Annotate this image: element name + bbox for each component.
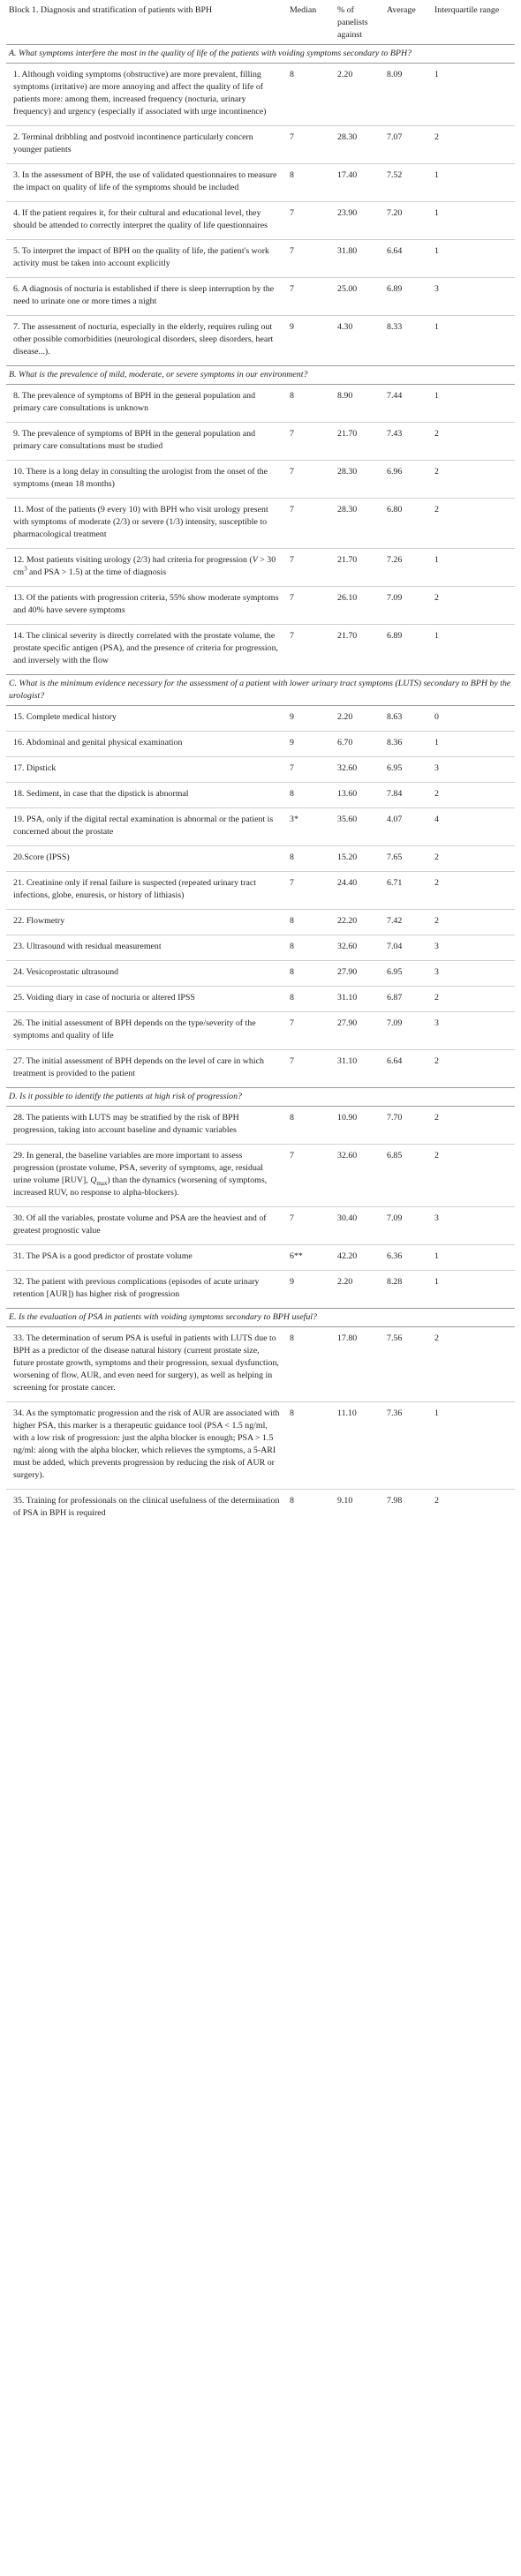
table-row (6, 935, 515, 961)
table-row (6, 1207, 515, 1245)
average-cell: 7.98 (384, 1490, 432, 1528)
statement-cell: 4. If the patient requires it, for their cultural and educational level, they should be attended to correctly interpret the quality of life questionnaires (6, 202, 287, 240)
statement-cell: 33. The determination of serum PSA is useful in patients with LUTS due to BPH as a predictor of the disease natural history (current prostate size, future prostate growth, symptoms and their progression, sexual dysfunction, worsening of flow, AUR, and even need for surgery), as well as helping in screening for prostate cancer. (13, 1333, 279, 1393)
percent-against-cell: 2.20 (335, 1271, 384, 1309)
median-cell: 7 (287, 240, 335, 278)
average-cell: 6.36 (384, 1245, 432, 1271)
table-row (6, 1490, 515, 1528)
math-subscript: max (96, 1179, 108, 1187)
median-cell: 8 (290, 1113, 294, 1123)
percent-against-cell: 21.70 (335, 423, 384, 461)
interquartile-range-cell: 1 (432, 1271, 515, 1309)
interquartile-range-cell: 2 (432, 461, 515, 499)
median-cell: 7 (287, 549, 335, 587)
section-question: C. What is the minimum evidence necessary for the assessment of a patient with lower urinary tract symptoms (LUTS) secondary to BPH by the urologist? (6, 675, 515, 706)
median-cell: 7 (287, 278, 335, 316)
statement-cell: 11. Most of the patients (9 every 10) with BPH who visit urology present with symptoms of moderate (2/3) or severe (1/3) intensity, susceptible to pharmacological treatment (6, 499, 287, 549)
average-cell: 6.64 (384, 1050, 432, 1088)
table-body (6, 45, 515, 1528)
table-row (6, 961, 515, 987)
statement-cell: 22. Flowmetry (6, 910, 287, 935)
average-cell: 6.87 (384, 987, 432, 1012)
interquartile-range-cell: 1 (432, 164, 515, 202)
table-row (6, 1050, 515, 1088)
interquartile-range-cell: 2 (432, 1145, 515, 1207)
statement-text-tail: ) at the time of diagnosis (79, 567, 167, 577)
percent-against-cell: 32.60 (335, 1145, 384, 1207)
statement-cell: 16. Abdominal and genital physical examination (6, 732, 287, 757)
percent-against-cell: 31.80 (335, 240, 384, 278)
percent-against-cell: 27.90 (335, 1012, 384, 1050)
statement-cell: 3. In the assessment of BPH, the use of validated questionnaires to measure the impact on quality of life of the symptoms should be included (6, 164, 287, 202)
percent-against-cell: 28.30 (335, 461, 384, 499)
statement-cell: 8. The prevalence of symptoms of BPH in the general population and primary care consultations is unknown (13, 391, 256, 413)
statement-cell: 32. The patient with previous complications (episodes of acute urinary retention [AUR]) has higher risk of progression (6, 1271, 287, 1309)
math-variable: Q (90, 1175, 97, 1185)
table-row (6, 1107, 515, 1145)
statement-cell: 27. The initial assessment of BPH depends on the level of care in which treatment is provided to the patient (6, 1050, 287, 1088)
median-cell: 8 (287, 164, 335, 202)
median-cell: 7 (287, 872, 335, 910)
median-cell: 3* (287, 808, 335, 846)
statement-cell (6, 549, 287, 587)
average-cell: 7.09 (384, 1012, 432, 1050)
table-row (6, 278, 515, 316)
median-cell: 9 (287, 1271, 335, 1309)
statement-cell: 26. The initial assessment of BPH depends on the type/severity of the symptoms and quality of life (6, 1012, 287, 1050)
interquartile-range-cell: 1 (432, 240, 515, 278)
table-row (6, 625, 515, 675)
block-title: Block 1. Diagnosis and stratification of patients with BPH (6, 3, 287, 45)
table-row (6, 872, 515, 910)
percent-against-cell: 42.20 (335, 1245, 384, 1271)
section-heading-row (6, 675, 515, 706)
median-cell: 7 (287, 1145, 335, 1207)
average-cell: 7.09 (384, 587, 432, 625)
average-cell: 6.80 (384, 499, 432, 549)
interquartile-range-cell: 3 (432, 935, 515, 961)
median-cell: 7 (287, 1012, 335, 1050)
interquartile-range-cell: 4 (432, 808, 515, 846)
interquartile-range-cell: 2 (434, 1113, 439, 1123)
math-text: and PSA > 1.5 (26, 567, 80, 577)
percent-against-cell: 24.40 (335, 872, 384, 910)
statement-cell (6, 1145, 287, 1207)
table-row (6, 732, 515, 757)
median-cell: 8 (290, 1333, 294, 1343)
interquartile-range-cell: 3 (432, 278, 515, 316)
table-row (6, 1245, 515, 1271)
average-cell: 6.89 (384, 625, 432, 675)
section-heading-row (6, 366, 515, 385)
interquartile-range-cell: 2 (432, 872, 515, 910)
math-superscript: 3 (24, 565, 27, 573)
median-cell: 7 (287, 461, 335, 499)
statement-cell: 20.Score (IPSS) (6, 846, 287, 872)
average-cell: 7.65 (384, 846, 432, 872)
average-cell: 6.95 (384, 757, 432, 783)
percent-against-cell: 25.00 (335, 278, 384, 316)
percent-against-cell: 28.30 (335, 499, 384, 549)
statement-cell: 17. Dipstick (6, 757, 287, 783)
statement-text: 12. Most patients visiting urology (2/3) had criteria for progression ( (13, 555, 253, 565)
median-cell: 7 (287, 757, 335, 783)
average-cell: 8.36 (384, 732, 432, 757)
median-cell: 7 (287, 625, 335, 675)
consensus-table-document (6, 0, 515, 1527)
percent-against-cell: 6.70 (335, 732, 384, 757)
table-row (6, 499, 515, 549)
table-row (6, 316, 515, 366)
average-cell: 8.28 (384, 1271, 432, 1309)
interquartile-range-cell: 2 (434, 1333, 439, 1343)
percent-against-cell: 23.90 (335, 202, 384, 240)
percent-against-cell: 13.60 (335, 783, 384, 808)
statement-cell: 15. Complete medical history (13, 712, 117, 722)
median-cell: 8 (287, 1490, 335, 1528)
interquartile-range-cell: 2 (432, 1050, 515, 1088)
statement-cell: 7. The assessment of nocturia, especially in the elderly, requires ruling out other possible comorbidities (neurological disorders, sleep disorders, heart disease...). (6, 316, 287, 366)
percent-against-cell: 4.30 (335, 316, 384, 366)
statement-cell: 24. Vesicoprostatic ultrasound (6, 961, 287, 987)
statement-cell: 25. Voiding diary in case of nocturia or altered IPSS (6, 987, 287, 1012)
percent-against-cell: 17.40 (335, 164, 384, 202)
interquartile-range-cell: 2 (432, 499, 515, 549)
percent-against-column-header: % of panelists against (335, 3, 384, 45)
average-cell: 8.09 (387, 70, 403, 79)
average-cell: 7.36 (384, 1402, 432, 1490)
median-cell: 8 (287, 846, 335, 872)
percent-against-cell: 31.10 (335, 1050, 384, 1088)
median-cell: 9 (287, 732, 335, 757)
interquartile-range-cell: 0 (434, 712, 439, 722)
median-cell: 8 (287, 910, 335, 935)
percent-against-cell: 27.90 (335, 961, 384, 987)
percent-against-cell: 30.40 (335, 1207, 384, 1245)
section-question: B. What is the prevalence of mild, moderate, or severe symptoms in our environment? (6, 366, 515, 385)
average-cell: 7.56 (387, 1333, 403, 1343)
interquartile-range-cell: 1 (432, 1402, 515, 1490)
interquartile-range-cell: 3 (432, 757, 515, 783)
interquartile-range-cell: 3 (432, 1207, 515, 1245)
percent-against-cell: 2.20 (337, 712, 353, 722)
math-variable: V (252, 555, 258, 565)
statement-cell: 5. To interpret the impact of BPH on the quality of life, the patient's work activity must be taken into account explicitly (6, 240, 287, 278)
median-column-header: Median (287, 3, 335, 45)
average-cell: 6.95 (384, 961, 432, 987)
statement-cell: 34. As the symptomatic progression and the risk of AUR are associated with higher PSA, this marker is a therapeutic guidance tool (PSA < 1.5 ng/ml, with a low risk of progression: just the alpha blocker is enough; PSA > 1.5 ng/ml: along with the alpha blocker, which relieves the symptoms, a 5-ARI must be added, which prevents progression by reducing the risk of AUR or surgery). (6, 1402, 287, 1490)
average-column-header: Average (384, 3, 432, 45)
median-cell: 8 (290, 70, 294, 79)
interquartile-range-cell: 3 (432, 1012, 515, 1050)
median-cell: 8 (287, 961, 335, 987)
median-cell: 9 (287, 316, 335, 366)
percent-against-cell: 15.20 (335, 846, 384, 872)
table-row (6, 423, 515, 461)
table-row (6, 1402, 515, 1490)
percent-against-cell: 9.10 (335, 1490, 384, 1528)
average-cell: 6.85 (384, 1145, 432, 1207)
median-cell: 7 (287, 202, 335, 240)
median-cell: 8 (287, 935, 335, 961)
percent-against-cell: 17.80 (337, 1333, 358, 1343)
table-row (6, 757, 515, 783)
interquartile-range-cell: 2 (432, 783, 515, 808)
statement-cell: 23. Ultrasound with residual measurement (6, 935, 287, 961)
section-question: D. Is it possible to identify the patients at high risk of progression? (6, 1088, 515, 1107)
percent-against-cell: 11.10 (335, 1402, 384, 1490)
statement-cell: 28. The patients with LUTS may be stratified by the risk of BPH progression, taking into account baseline and dynamic variables (13, 1113, 239, 1135)
median-cell: 9 (290, 712, 294, 722)
table-row (6, 1145, 515, 1207)
interquartile-range-cell: 2 (432, 126, 515, 164)
average-cell: 4.07 (384, 808, 432, 846)
median-cell: 8 (287, 783, 335, 808)
median-cell: 8 (287, 987, 335, 1012)
interquartile-range-cell: 2 (432, 423, 515, 461)
average-cell: 6.64 (384, 240, 432, 278)
average-cell: 6.71 (384, 872, 432, 910)
statement-cell: 31. The PSA is a good predictor of prostate volume (6, 1245, 287, 1271)
median-cell: 7 (287, 587, 335, 625)
table-row (6, 549, 515, 587)
statement-text: 29. In general, the baseline variables are more important to assess progression (prostate volume, PSA, severity of symptoms, age, residual urine volume [RUV], (13, 1151, 264, 1185)
average-cell: 7.09 (384, 1207, 432, 1245)
table-row (6, 64, 515, 126)
statement-cell: 9. The prevalence of symptoms of BPH in the general population and primary care consultations must be studied (6, 423, 287, 461)
interquartile-range-cell: 1 (432, 1245, 515, 1271)
percent-against-cell: 8.90 (337, 391, 353, 401)
statement-cell: 14. The clinical severity is directly correlated with the prostate volume, the prostate specific antigen (PSA), and the presence of criteria for progression, and inversely with the flow (6, 625, 287, 675)
median-cell: 6** (287, 1245, 335, 1271)
percent-against-cell: 32.60 (335, 757, 384, 783)
percent-against-cell: 21.70 (335, 549, 384, 587)
interquartile-range-cell: 2 (432, 987, 515, 1012)
average-cell: 7.07 (384, 126, 432, 164)
section-question: A. What symptoms interfere the most in the quality of life of the patients with voiding symptoms secondary to BPH? (6, 45, 515, 64)
average-cell: 7.52 (384, 164, 432, 202)
table-row (6, 240, 515, 278)
percent-against-cell: 26.10 (335, 587, 384, 625)
median-cell: 7 (287, 126, 335, 164)
statement-cell: 35. Training for professionals on the clinical usefulness of the determination of PSA in BPH is required (6, 1490, 287, 1528)
median-cell: 7 (287, 1207, 335, 1245)
median-cell: 8 (290, 391, 294, 401)
interquartile-range-cell: 2 (432, 1490, 515, 1528)
percent-against-cell: 10.90 (337, 1113, 358, 1123)
statement-cell: 18. Sediment, in case that the dipstick is abnormal (6, 783, 287, 808)
median-cell: 8 (287, 1402, 335, 1490)
statement-cell: 13. Of the patients with progression criteria, 55% show moderate symptoms and 40% have severe symptoms (6, 587, 287, 625)
table-row (6, 587, 515, 625)
table-row (6, 808, 515, 846)
interquartile-range-cell: 2 (432, 910, 515, 935)
interquartile-range-cell: 1 (434, 70, 439, 79)
table-row (6, 202, 515, 240)
average-cell: 7.70 (387, 1113, 403, 1123)
table-row (6, 910, 515, 935)
table-row (6, 1012, 515, 1050)
interquartile-range-cell: 1 (432, 625, 515, 675)
table-header-row (6, 3, 515, 45)
median-cell: 7 (287, 423, 335, 461)
section-heading-row (6, 45, 515, 64)
table-row (6, 846, 515, 872)
interquartile-range-cell: 1 (434, 391, 439, 401)
average-cell: 7.44 (387, 391, 403, 401)
percent-against-cell: 35.60 (335, 808, 384, 846)
statement-text-tail: ) than the dynamics (worsening of symptoms, increased RUV, no response to alpha-blockers). (13, 1175, 268, 1198)
statement-cell: 6. A diagnosis of nocturia is established if there is sleep interruption by the need to urinate one or more times a night (6, 278, 287, 316)
average-cell: 7.26 (384, 549, 432, 587)
interquartile-range-cell: 3 (432, 961, 515, 987)
interquartile-range-cell: 1 (432, 202, 515, 240)
statement-cell: 21. Creatinine only if renal failure is suspected (repeated urinary tract infections, globe, enuresis, or history of lithiasis) (6, 872, 287, 910)
statement-cell: 10. There is a long delay in consulting the urologist from the onset of the symptoms (mean 18 months) (6, 461, 287, 499)
table-row (6, 461, 515, 499)
average-cell: 7.84 (384, 783, 432, 808)
average-cell: 8.63 (387, 712, 403, 722)
median-cell: 7 (287, 499, 335, 549)
statement-cell: 19. PSA, only if the digital rectal examination is abnormal or the patient is concerned about the prostate (6, 808, 287, 846)
table-row (6, 126, 515, 164)
statement-cell: 30. Of all the variables, prostate volume and PSA are the heaviest and of greatest prognostic value (6, 1207, 287, 1245)
results-table (6, 3, 515, 1527)
table-row (6, 385, 515, 423)
section-heading-row (6, 1309, 515, 1327)
average-cell: 6.96 (384, 461, 432, 499)
median-cell: 7 (287, 1050, 335, 1088)
table-row (6, 1271, 515, 1309)
interquartile-range-cell: 1 (432, 732, 515, 757)
interquartile-range-cell: 1 (432, 316, 515, 366)
average-cell: 7.42 (384, 910, 432, 935)
percent-against-cell: 28.30 (335, 126, 384, 164)
interquartile-range-cell: 2 (432, 587, 515, 625)
percent-against-cell: 2.20 (337, 70, 353, 79)
section-question: E. Is the evaluation of PSA in patients with voiding symptoms secondary to BPH useful? (6, 1309, 515, 1327)
section-heading-row (6, 1088, 515, 1107)
table-row (6, 987, 515, 1012)
statement-cell: 1. Although voiding symptoms (obstructive) are more prevalent, filling symptoms (irritative) are more annoying and affect the quality of life of patients more: among them, increased frequency (nocturia, urinary frequency) and urgency (especially if associated with urge incontinence) (13, 70, 267, 116)
interquartile-range-cell: 2 (432, 846, 515, 872)
math-text: > 30 cm (13, 555, 276, 577)
average-cell: 6.89 (384, 278, 432, 316)
average-cell: 7.20 (384, 202, 432, 240)
percent-against-cell: 32.60 (335, 935, 384, 961)
percent-against-cell: 21.70 (335, 625, 384, 675)
average-cell: 7.43 (384, 423, 432, 461)
table-row (6, 706, 515, 732)
interquartile-range-column-header: Interquartile range (432, 3, 515, 45)
table-row (6, 1327, 515, 1402)
table-row (6, 164, 515, 202)
percent-against-cell: 22.20 (335, 910, 384, 935)
table-row (6, 783, 515, 808)
percent-against-cell: 31.10 (335, 987, 384, 1012)
average-cell: 8.33 (384, 316, 432, 366)
average-cell: 7.04 (384, 935, 432, 961)
statement-cell: 2. Terminal dribbling and postvoid incontinence particularly concern younger patients (6, 126, 287, 164)
interquartile-range-cell: 1 (432, 549, 515, 587)
